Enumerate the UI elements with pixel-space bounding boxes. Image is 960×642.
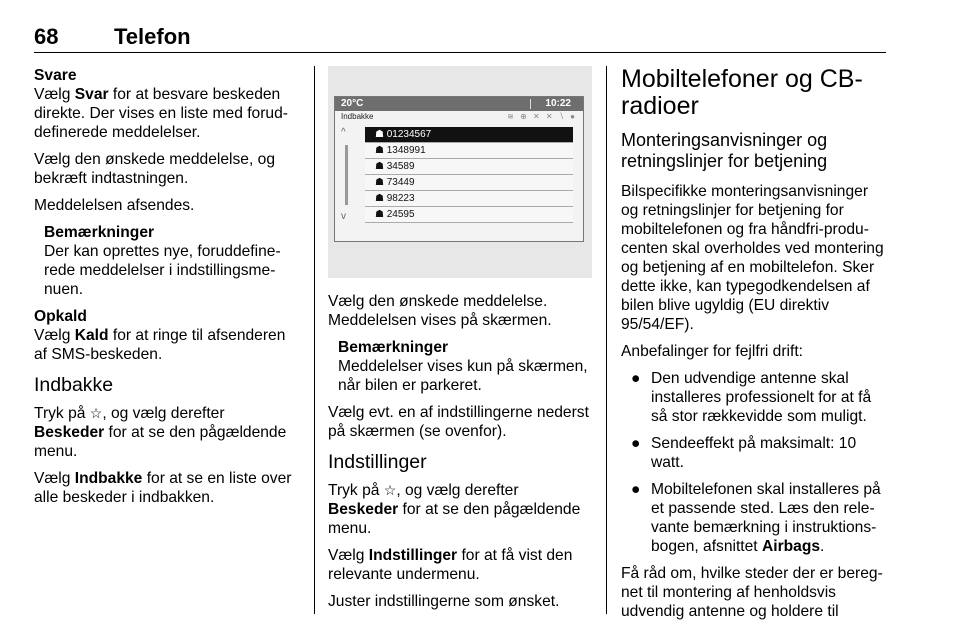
list-item[interactable]: ☗ 01234567 bbox=[365, 127, 573, 143]
column-3 bbox=[621, 66, 889, 629]
message-list bbox=[365, 127, 573, 223]
col3-paragraph-2: Anbefalinger for fejlfri drift: bbox=[621, 343, 804, 360]
indbakke-paragraph-2: Vælg Indbakke for at se en liste over alle beskeder i indbakken. bbox=[34, 470, 292, 506]
note-block bbox=[34, 223, 296, 299]
scroll-up-icon[interactable]: ^ bbox=[341, 127, 346, 138]
column-1 bbox=[34, 66, 296, 515]
status-divider bbox=[530, 99, 531, 109]
list-item[interactable]: ☗ 34589 bbox=[365, 159, 573, 175]
note-block-2 bbox=[328, 338, 592, 395]
subsection-heading: Monteringsanvisninger og retningslinjer for betjening bbox=[621, 130, 828, 171]
svare-paragraph-3: Meddelelsen afsendes. bbox=[34, 197, 195, 214]
col3-paragraph-1: Bilspecifikke monteringsanvisninger og retningslinjer for betjening for mobiltelefonen og fra håndfri-producenten skal overholdes ved montering og betjening af en mobiltelefon. Sker dette ikke, kan typegodkendelsen af bilen blive ugyldig (EU direktiv 95/54/EF). bbox=[621, 183, 884, 333]
note-title-2: Bemærkninger bbox=[338, 339, 449, 356]
opkald-heading: Opkald bbox=[34, 308, 87, 325]
status-bar bbox=[335, 97, 583, 111]
note-title: Bemærkninger bbox=[44, 224, 155, 241]
scroll-down-icon[interactable]: v bbox=[341, 211, 346, 222]
scrollbar[interactable] bbox=[345, 145, 348, 205]
column-divider-1 bbox=[314, 66, 315, 614]
bullet-icon: ● bbox=[631, 370, 641, 387]
col2-paragraph-2: Vælg evt. en af indstillingerne nederst på skærmen (se ovenfor). bbox=[328, 404, 589, 440]
svare-paragraph-1: Vælg Svar for at besvare beskeden direkte. Der vises en liste med foruddefinerede meddelelser. bbox=[34, 86, 288, 141]
note-text-2: Meddelelser vises kun på skærmen, når bilen er parkeret. bbox=[338, 358, 588, 394]
envelope-icon: ☗ bbox=[375, 177, 384, 188]
clock-display: 10:22 bbox=[545, 98, 571, 109]
envelope-icon: ☗ bbox=[375, 161, 384, 172]
bullet-icon: ● bbox=[631, 481, 641, 498]
list-item[interactable]: ☗ 98223 bbox=[365, 191, 573, 207]
list-item[interactable]: ☗ 24595 bbox=[365, 207, 573, 223]
list-item: ● Sendeeffekt på maksimalt: 10 watt. bbox=[631, 435, 857, 471]
page-title: Telefon bbox=[114, 24, 191, 49]
list-item[interactable]: ☗ 1348991 bbox=[365, 143, 573, 159]
svare-heading: Svare bbox=[34, 67, 77, 84]
indbakke-paragraph-1: Tryk på ☆, og vælg derefter Beskeder for at se den pågældende menu. bbox=[34, 405, 287, 460]
col3-paragraph-3: Få råd om, hvilke steder der er beregnet til montering af henholdsvis udvendig antenne og holdere til bbox=[621, 565, 883, 620]
list-item[interactable]: ☗ 73449 bbox=[365, 175, 573, 191]
note-text: Der kan oprettes nye, foruddefinerede meddelelser i indstillingsmenuen. bbox=[44, 243, 281, 298]
svare-paragraph-2: Vælg den ønskede meddelelse, og bekræft indtastningen. bbox=[34, 151, 275, 187]
indstillinger-paragraph-2: Vælg Indstillinger for at få vist den relevante undermenu. bbox=[328, 547, 573, 583]
column-divider-2 bbox=[606, 66, 607, 614]
indstillinger-paragraph-3: Juster indstillingerne som ønsket. bbox=[328, 593, 560, 610]
col2-paragraph-1: Vælg den ønskede meddelelse. Meddelelsen vises på skærmen. bbox=[328, 293, 552, 329]
screenshot-figure bbox=[328, 66, 592, 278]
envelope-icon: ☗ bbox=[375, 145, 384, 156]
section-heading: Mobiltelefoner og CB-radioer bbox=[621, 65, 863, 120]
star-icon: ☆ bbox=[383, 482, 397, 498]
star-icon: ☆ bbox=[89, 405, 103, 421]
bullet-icon: ● bbox=[631, 435, 641, 452]
page-number: 68 bbox=[34, 24, 59, 49]
indstillinger-paragraph-1: Tryk på ☆, og vælg derefter Beskeder for at se den pågældende menu. bbox=[328, 482, 581, 537]
page-header bbox=[34, 22, 886, 53]
temperature-display: 20°C bbox=[341, 98, 364, 109]
envelope-icon: ☗ bbox=[375, 193, 384, 204]
indstillinger-heading: Indstillinger bbox=[328, 451, 427, 473]
indbakke-heading: Indbakke bbox=[34, 374, 114, 396]
envelope-icon: ☗ bbox=[375, 209, 384, 220]
recommendation-list bbox=[621, 369, 889, 556]
screen-title: Indbakke bbox=[341, 112, 374, 121]
list-item: ● Mobiltelefonen skal installeres på et passende sted. Læs den relevante bemærkning i instruktionsbogen, afsnittet Airbags. bbox=[631, 481, 881, 555]
column-2 bbox=[328, 292, 592, 619]
envelope-icon: ☗ bbox=[375, 129, 384, 140]
opkald-paragraph: Vælg Kald for at ringe til afsenderen af SMS-beskeden. bbox=[34, 327, 286, 363]
list-item: ● Den udvendige antenne skal installeres professionelt for at få så stor rækkevidde som muligt. bbox=[631, 370, 872, 425]
infotainment-screen bbox=[334, 96, 584, 242]
status-icons: ≋ ⊕ ✕ ✕ ∖ ● bbox=[507, 112, 577, 121]
